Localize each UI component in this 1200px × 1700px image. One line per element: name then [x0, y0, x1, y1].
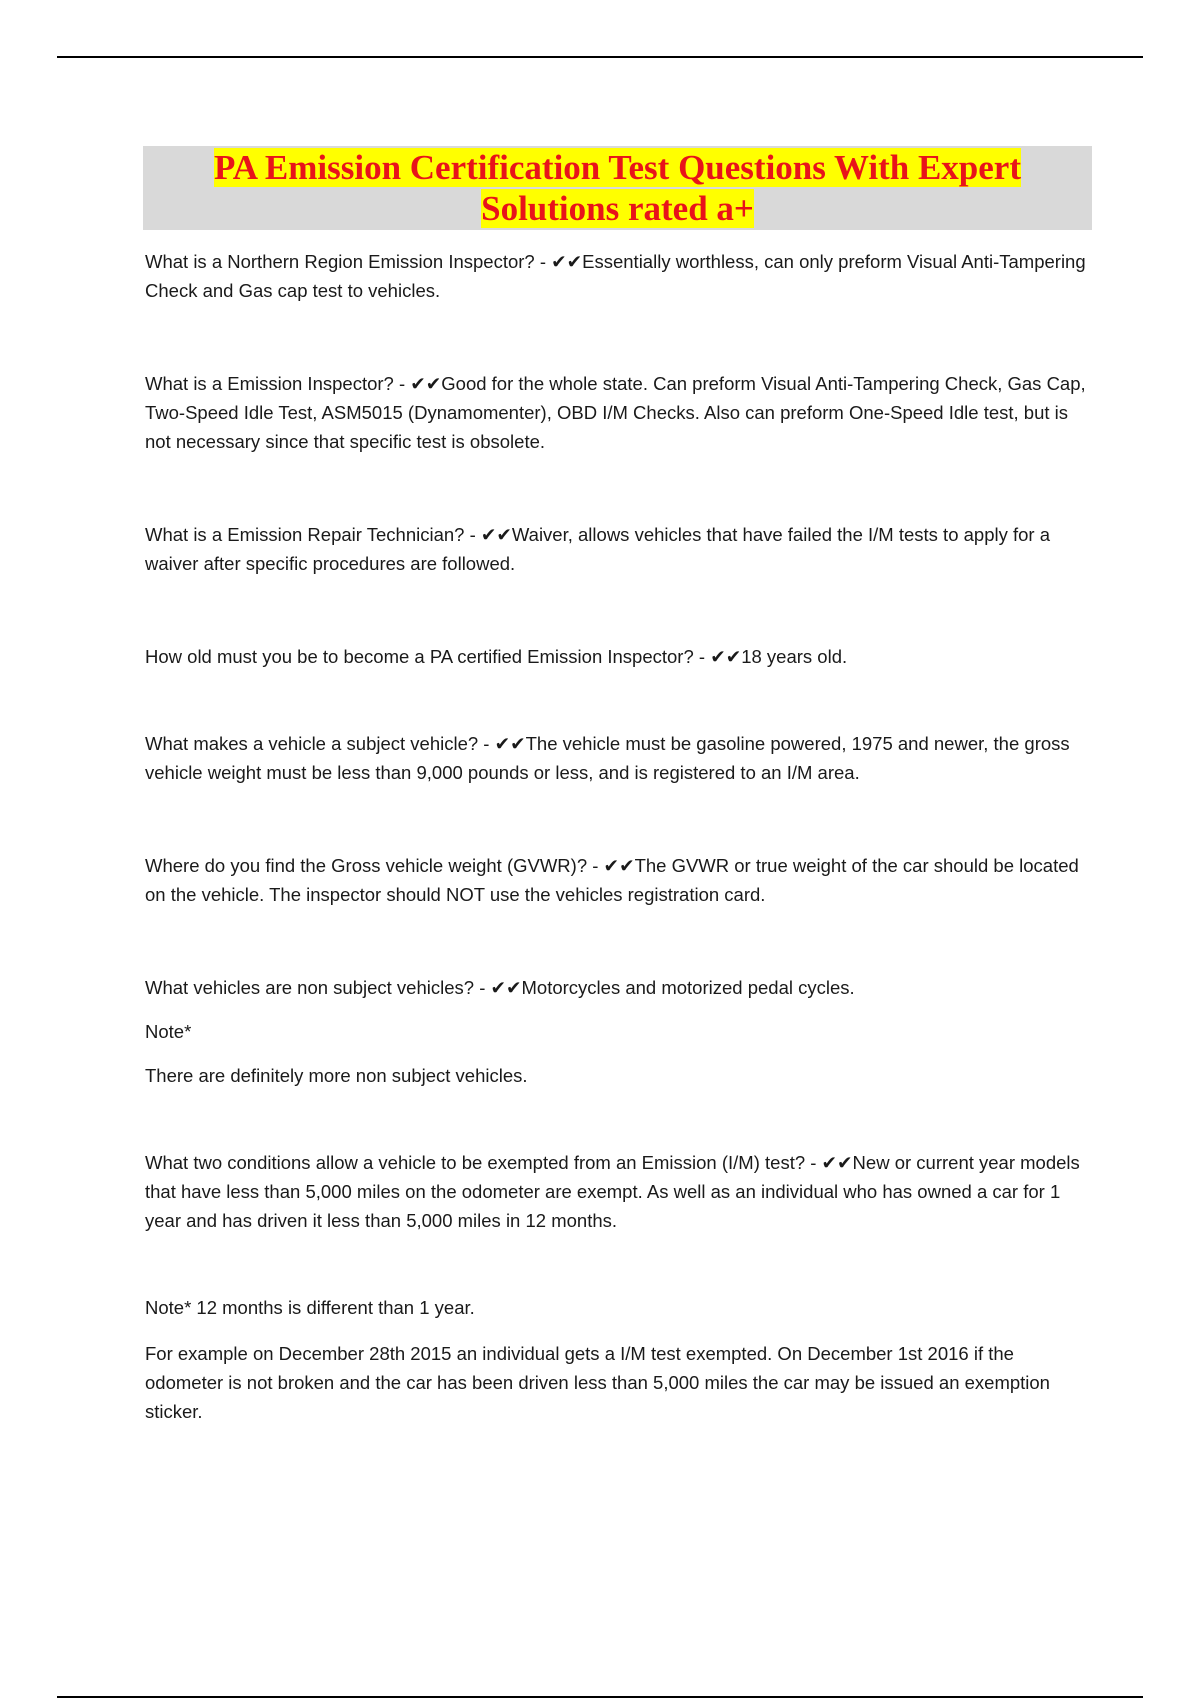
qa-entry: What is a Emission Repair Technician? - ✔✔Waiver, allows vehicles that have failed the I/M tests to apply for a waiver after specific procedures are followed. — [145, 524, 1051, 574]
qa-entry: What is a Emission Inspector? - ✔✔Good for the whole state. Can preform Visual Anti-Tampering Check, Gas Cap, Two-Speed Idle Test, ASM5015 (Dynamomenter), OBD I/M Checks. Also can preform One-Speed Idle test, but is not necessary since that specific test is obsolete. — [145, 373, 1086, 452]
example-text: For example on December 28th 2015 an individual gets a I/M test exempted. On December 1st 2016 if the odometer is not broken and the car has been driven less than 5,000 miles the car may be issued an exemption sticker. — [145, 1343, 1050, 1422]
qa-entry: What two conditions allow a vehicle to be exempted from an Emission (I/M) test? - ✔✔New or current year models that have less than 5,000 miles on the odometer are exempt. As well as an individual who has owned a car for 1 year and has driven it less than 5,000 miles in 12 months. — [145, 1152, 1080, 1231]
note-label: Note* — [145, 1021, 192, 1042]
note-text: There are definitely more non subject vehicles. — [145, 1065, 528, 1086]
qa-entry: How old must you be to become a PA certified Emission Inspector? - ✔✔18 years old. — [145, 646, 848, 667]
title-banner — [143, 146, 1092, 230]
qa-entry: What vehicles are non subject vehicles? - ✔✔Motorcycles and motorized pedal cycles. — [145, 977, 855, 998]
note-text: Note* 12 months is different than 1 year. — [145, 1297, 475, 1318]
title-line-1: PA Emission Certification Test Questions With Expert — [214, 148, 1021, 187]
qa-entry: What is a Northern Region Emission Inspector? - ✔✔Essentially worthless, can only preform Visual Anti-Tampering Check and Gas cap test to vehicles. — [145, 251, 1086, 301]
page-title — [214, 147, 1021, 229]
title-line-2: Solutions rated a+ — [481, 189, 754, 228]
header-rule — [57, 56, 1143, 58]
footer-rule — [57, 1696, 1143, 1698]
document-body — [145, 247, 1090, 1426]
qa-entry: What makes a vehicle a subject vehicle? - ✔✔The vehicle must be gasoline powered, 1975 and newer, the gross vehicle weight must be less than 9,000 pounds or less, and is registered to an I/M area. — [145, 733, 1070, 783]
qa-entry: Where do you find the Gross vehicle weight (GVWR)? - ✔✔The GVWR or true weight of the car should be located on the vehicle. The inspector should NOT use the vehicles registration card. — [145, 855, 1079, 905]
